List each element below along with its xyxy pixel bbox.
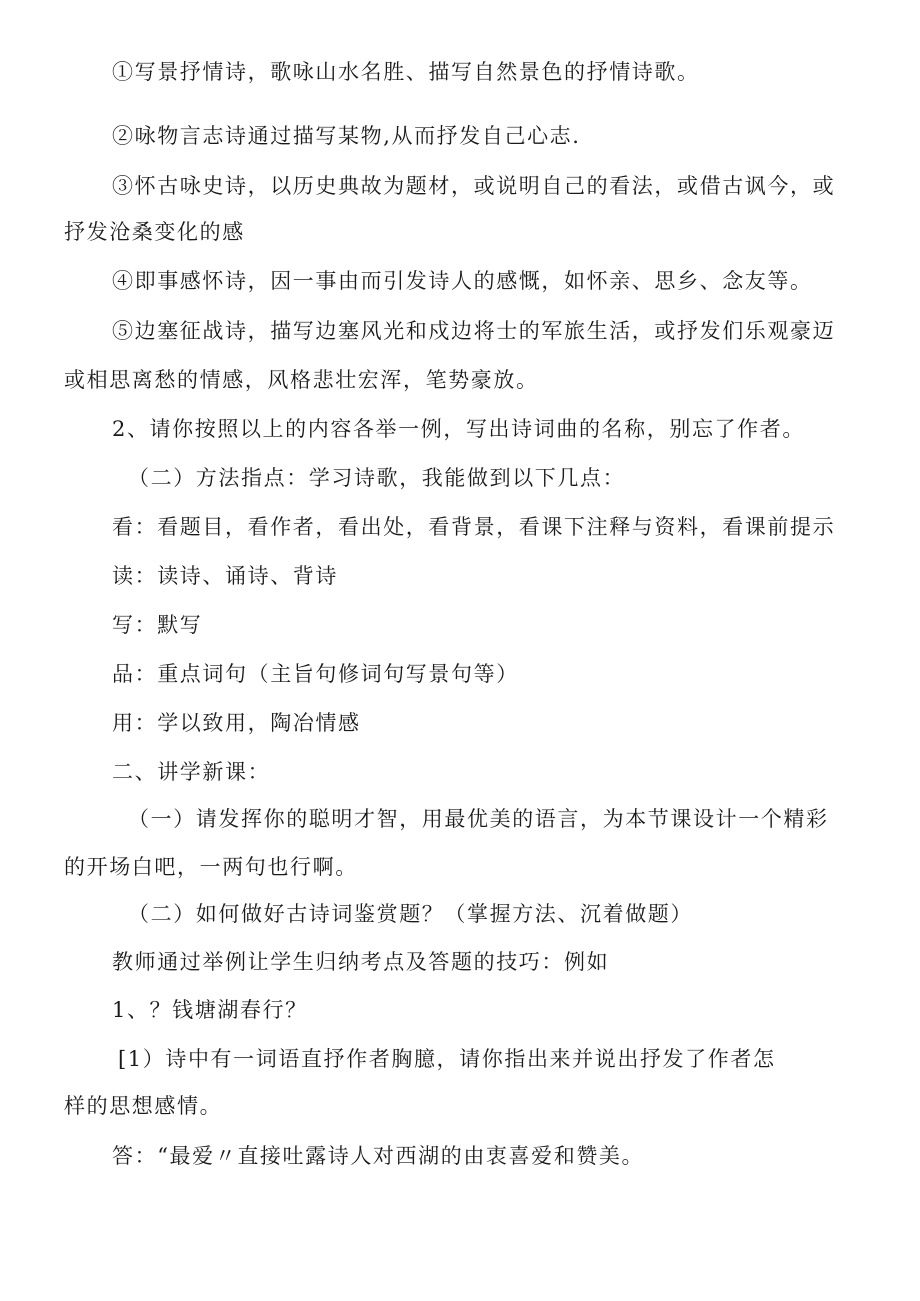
text-line: ④即事感怀诗，因一事由而引发诗人的感慨，如怀亲、思乡、念友等。	[112, 269, 813, 293]
text-line: 读：读诗、诵诗、背诗	[112, 564, 338, 588]
text-line: ①写景抒情诗，歌咏山水名胜、描写自然景色的抒情诗歌。	[112, 60, 700, 84]
text-line: 教师通过举例让学生归纳考点及答题的技巧：例如	[112, 950, 610, 974]
text-line: 答：“最爱〃直接吐露诗人对西湖的由衷喜爱和赞美。	[112, 1144, 645, 1168]
text-line: 抒发沧桑变化的感	[64, 220, 245, 244]
text-line: 用：学以致用，陶冶情感	[112, 711, 361, 735]
text-line: 或相思离愁的情感，风格悲壮宏浑，笔势豪放。	[64, 368, 539, 392]
text-line: 2、请你按照以上的内容各举一例，写出诗词曲的名称，别忘了作者。	[112, 417, 805, 441]
text-line: （二）如何做好古诗词鉴赏题？（掌握方法、沉着做题）	[128, 902, 693, 926]
text-line: [1）诗中有一词语直抒作者胸臆，请你指出来并说出抒发了作者怎	[118, 1047, 776, 1071]
text-line: 看：看题目，看作者，看出处，看背景，看课下注释与资料，看课前提示	[112, 515, 836, 539]
text-line: 样的思想感情。	[64, 1094, 223, 1118]
text-line: 品：重点词句（主旨句修词句写景句等）	[112, 662, 519, 686]
text-line: ②咏物言志诗通过描写某物,从而抒发自己心志.	[112, 124, 581, 148]
text-line: （一）请发挥你的聪明才智，用最优美的语言，为本节课设计一个精彩	[128, 807, 829, 831]
text-line: 写：默写	[112, 613, 203, 637]
text-line: ⑤边塞征战诗，描写边塞风光和戍边将士的军旅生活，或抒发们乐观豪迈	[112, 319, 836, 343]
text-line: 1、？钱塘湖春行？	[112, 998, 308, 1022]
text-line: （二）方法指点：学习诗歌，我能做到以下几点：	[128, 466, 626, 490]
text-line: 的开场白吧，一两句也行啊。	[64, 855, 358, 879]
text-line: ③怀古咏史诗，以历史典故为题材，或说明自己的看法，或借古讽今，或	[112, 174, 836, 198]
text-line: 二、讲学新课：	[112, 760, 271, 784]
